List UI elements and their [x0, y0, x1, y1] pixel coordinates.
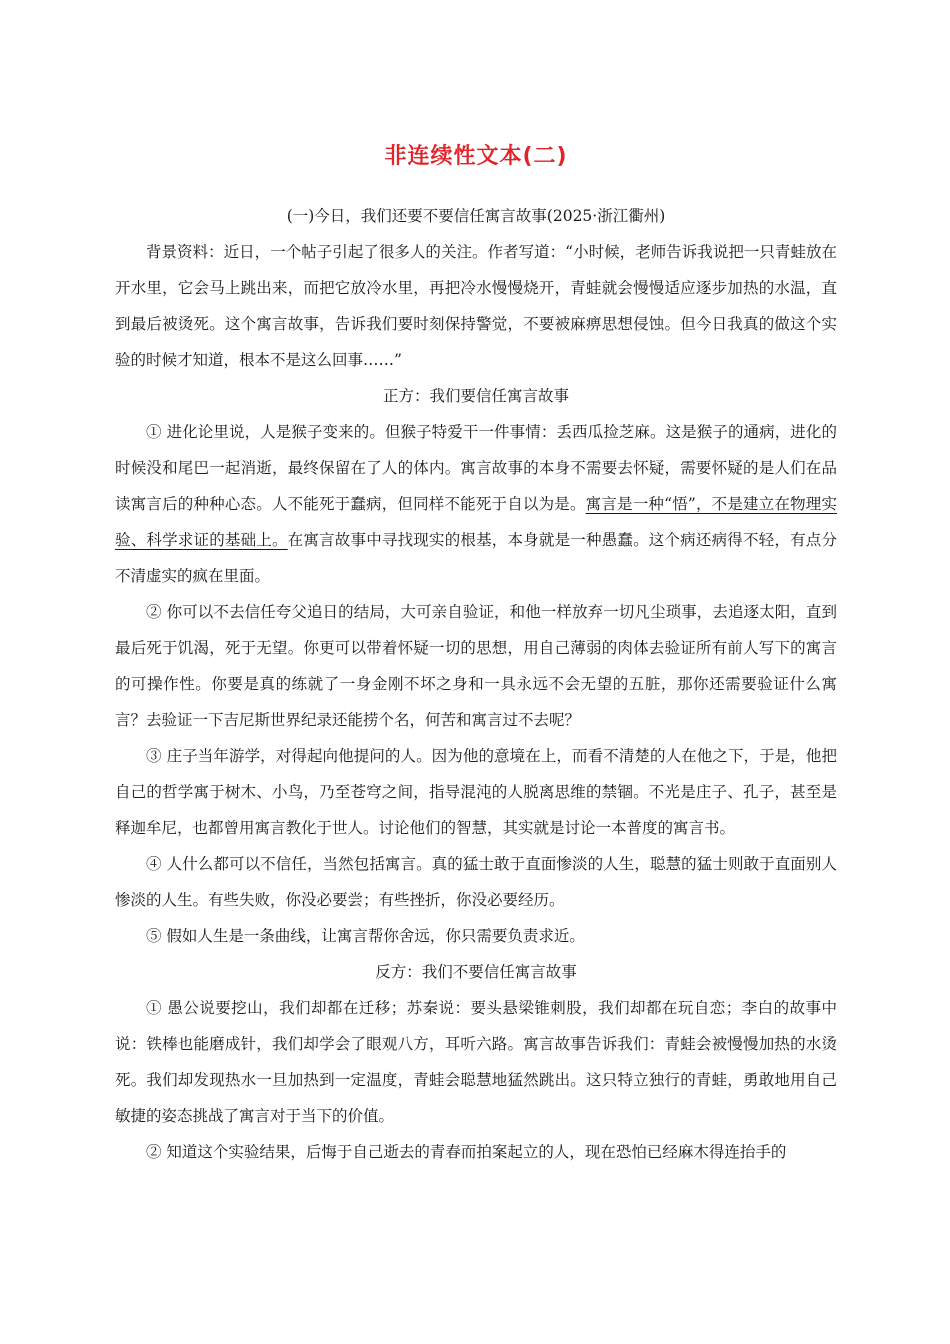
pro-p1-underlined: 寓言是一种“悟”，不是建立在物理实验、科学求证的基础上。 [115, 495, 837, 549]
pro-paragraph-4: ④ 人什么都可以不信任，当然包括寓言。真的猛士敢于直面惨淡的人生，聪慧的猛士则敢于直面别人惨淡的人生。有些失败，你没必要尝；有些挫折，你没必要经历。 [115, 855, 837, 909]
section-heading: (一)今日，我们还要不要信任寓言故事(2025·浙江衢州) [286, 207, 666, 225]
pro-p1-text-after: 在寓言故事中寻找现实的根基，本身就是一种愚蠢。这个病还病得不轻，有点分不清虚实的疯在里面。 [115, 531, 837, 585]
pro-paragraph-2: ② 你可以不去信任夸父追日的结局，大可亲自验证，和他一样放弃一切凡尘琐事，去追逐太阳，直到最后死于饥渴，死于无望。你更可以带着怀疑一切的思想，用自己薄弱的肉体去验证所有前人写下的寓言的可操作性。你要是真的练就了一身金刚不坏之身和一具永远不会无望的五脏，那你还需要验证什么寓言？去验证一下吉尼斯世界纪录还能捞个名，何苦和寓言过不去呢？ [115, 603, 837, 729]
page-title: 非连续性文本(二) [384, 144, 568, 169]
pro-p1-text: ① 进化论里说，人是猴子变来的。但猴子特爱干一件事情：丢西瓜捡芝麻。这是猴子的通病，进化的时候没和尾巴一起消逝，最终保留在了人的体内。寓言故事的本身不需要去怀疑，需要怀疑的是人们在品读寓言后的种种心态。人不能死于蠢病，但同样不能死于自以为是。 [115, 423, 837, 513]
con-p1-text-rest: ，我们却都在迁移；苏秦说：要头悬梁锥刺股，我们却都在玩自恋；李白的故事中说：铁棒也能磨成针，我们却学会了眼观八方，耳听六路。寓言故事告诉我们：青蛙会被慢慢加热的水烫死。我们却发现热水一旦加热到一定温度，青蛙会聪慧地猛然跳出。这只特立独行的青蛙，勇敢地用自己敏捷的姿态挑战了寓言对于当下的价值。 [115, 999, 837, 1125]
pro-paragraph-5: ⑤ 假如人生是一条曲线，让寓言帮你舍远，你只需要负责求近。 [146, 927, 585, 945]
con-paragraph-1 [115, 990, 837, 1134]
background-paragraph: 背景资料：近日，一个帖子引起了很多人的关注。作者写道：“小时候，老师告诉我说把一只青蛙放在开水里，它会马上跳出来，而把它放冷水里，再把冷水慢慢烧开，青蛙就会慢慢适应逐步加热的水温，直到最后被烫死。这个寓言故事，告诉我们要时刻保持警觉，不要被麻痹思想侵蚀。但今日我真的做这个实验的时候才知道，根本不是这么回事……” [115, 243, 837, 369]
con-heading: 反方：我们不要信任寓言故事 [375, 963, 577, 981]
pro-paragraph-1 [115, 414, 837, 594]
pro-paragraph-3: ③ 庄子当年游学，对得起向他提问的人。因为他的意境在上，而看不清楚的人在他之下，于是，他把自己的哲学寓于树木、小鸟，乃至苍穹之间，指导混沌的人脱离思维的禁锢。不光是庄子、孔子，甚至是释迦牟尼，也都曾用寓言教化于世人。讨论他们的智慧，其实就是讨论一本普度的寓言书。 [115, 747, 837, 837]
con-paragraph-2: ② 知道这个实验结果，后悔于自己逝去的青春而拍案起立的人，现在恐怕已经麻木得连抬手的 [146, 1143, 787, 1161]
pro-heading: 正方：我们要信任寓言故事 [382, 387, 569, 405]
con-p1-text: ① 愚公说要挖 [146, 999, 248, 1017]
con-p1-mark: 山 [247, 999, 264, 1017]
document-page [115, 140, 837, 1170]
